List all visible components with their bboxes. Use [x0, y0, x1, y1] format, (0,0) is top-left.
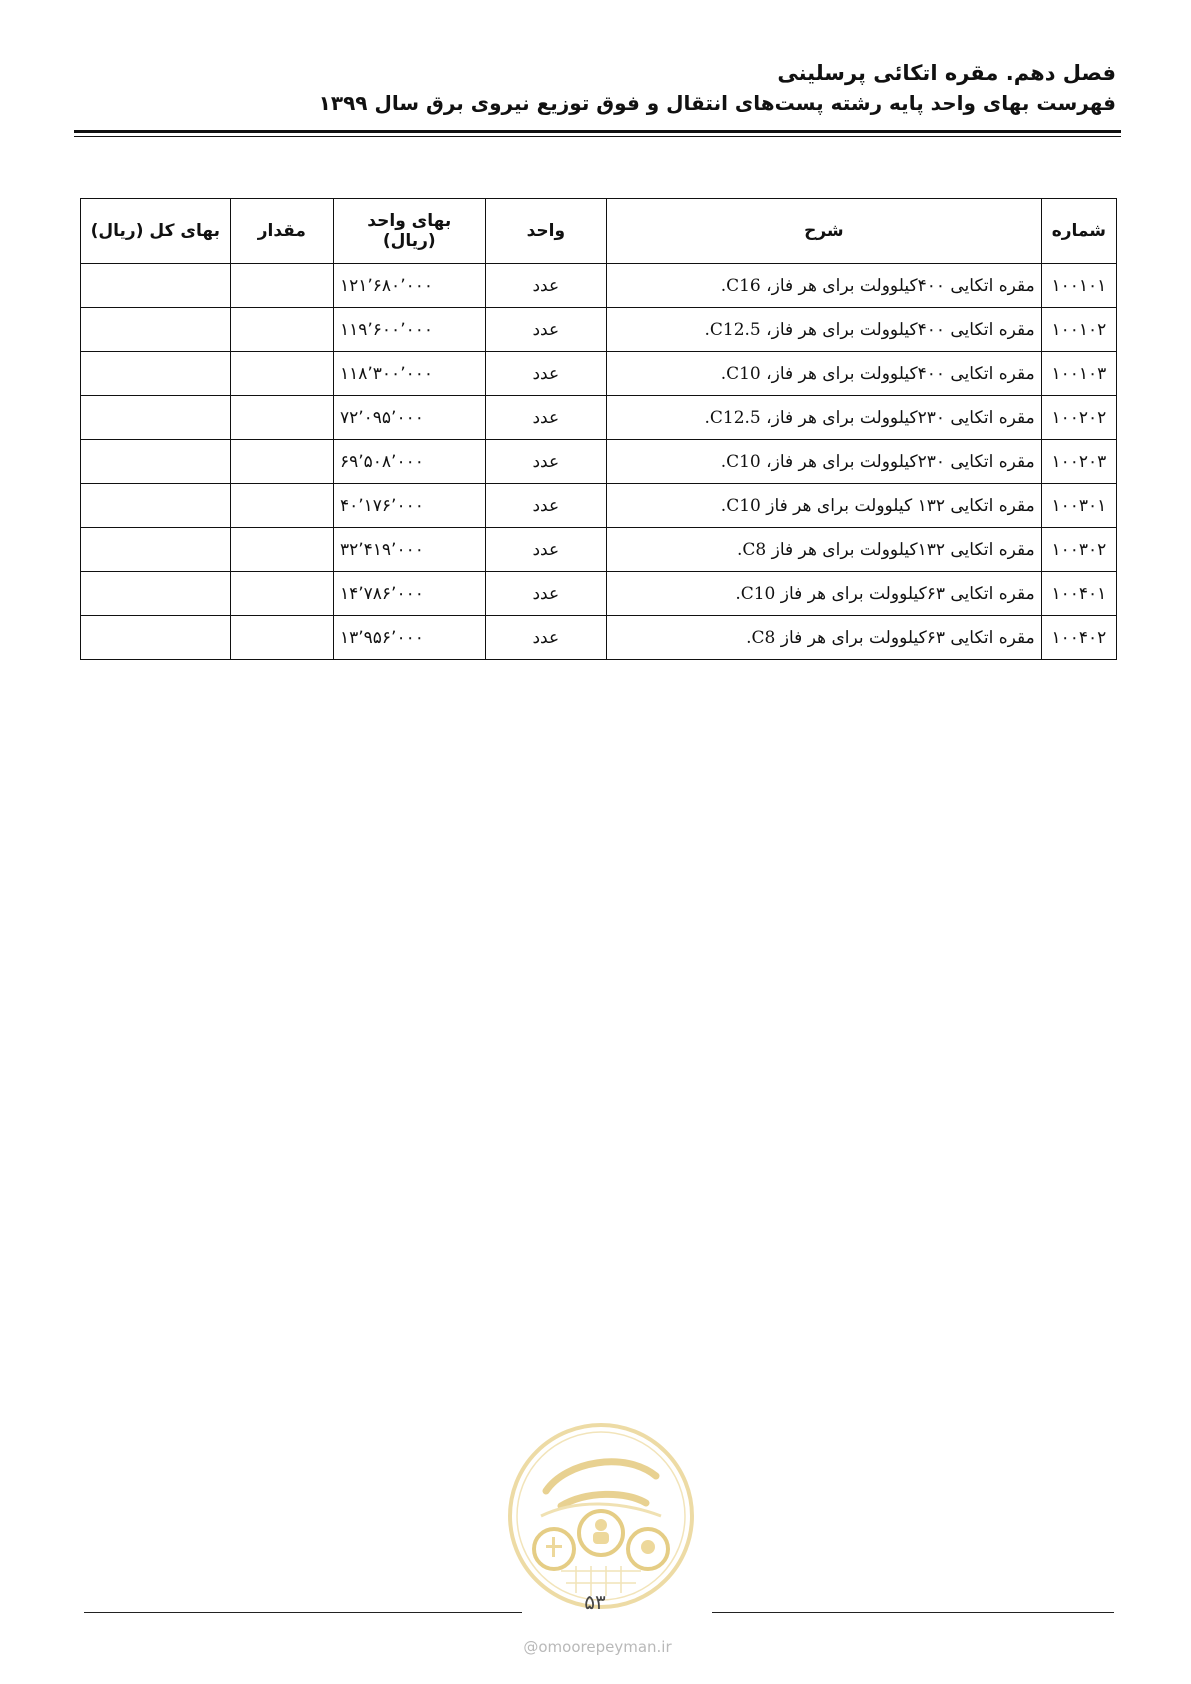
- cell-code: ۱۰۰۱۰۳: [1041, 352, 1116, 396]
- cell-total-price: [81, 440, 231, 484]
- page-header: [76, 58, 1116, 118]
- table-row: [81, 308, 1117, 352]
- header-rule-thin: [74, 136, 1121, 137]
- table-row: [81, 396, 1117, 440]
- cell-total-price: [81, 484, 231, 528]
- table-row: [81, 572, 1117, 616]
- page-number: ۵۳: [584, 1590, 606, 1614]
- table-row: [81, 352, 1117, 396]
- chapter-title: فصل دهم. مقره اتکائی پرسلینی: [777, 61, 1116, 85]
- cell-total-price: [81, 308, 231, 352]
- cell-description: مقره اتکایی ۱۳۲ کیلوولت برای هر فاز C10.: [607, 484, 1042, 528]
- cell-code: ۱۰۰۱۰۲: [1041, 308, 1116, 352]
- cell-unit-price: ۱۱۹٬۶۰۰٬۰۰۰: [334, 308, 486, 352]
- col-header-quantity: مقدار: [230, 199, 333, 264]
- cell-description: مقره اتکایی ۶۳کیلوولت برای هر فاز C10.: [607, 572, 1042, 616]
- cell-unit-price: ۳۲٬۴۱۹٬۰۰۰: [334, 528, 486, 572]
- cell-description: مقره اتکایی ۴۰۰کیلوولت برای هر فاز، C16.: [607, 264, 1042, 308]
- watermark-seal-icon: [506, 1421, 696, 1611]
- cell-description: مقره اتکایی ۲۳۰کیلوولت برای هر فاز، C10.: [607, 440, 1042, 484]
- cell-code: ۱۰۰۳۰۱: [1041, 484, 1116, 528]
- col-header-unit-price: بهای واحد (ریال): [334, 199, 486, 264]
- cell-unit: عدد: [485, 484, 606, 528]
- cell-total-price: [81, 264, 231, 308]
- table-row: [81, 484, 1117, 528]
- cell-quantity: [230, 528, 333, 572]
- price-table: [80, 198, 1117, 660]
- col-header-unit: واحد: [485, 199, 606, 264]
- cell-unit-price: ۱۱۸٬۳۰۰٬۰۰۰: [334, 352, 486, 396]
- cell-unit-price: ۱۳٬۹۵۶٬۰۰۰: [334, 616, 486, 660]
- cell-quantity: [230, 396, 333, 440]
- cell-total-price: [81, 396, 231, 440]
- cell-quantity: [230, 484, 333, 528]
- table-row: [81, 528, 1117, 572]
- cell-quantity: [230, 440, 333, 484]
- col-header-total-price: بهای کل (ریال): [81, 199, 231, 264]
- cell-code: ۱۰۰۱۰۱: [1041, 264, 1116, 308]
- cell-unit: عدد: [485, 528, 606, 572]
- cell-unit: عدد: [485, 616, 606, 660]
- cell-total-price: [81, 528, 231, 572]
- cell-total-price: [81, 616, 231, 660]
- cell-code: ۱۰۰۴۰۲: [1041, 616, 1116, 660]
- cell-quantity: [230, 264, 333, 308]
- cell-unit-price: ۶۹٬۵۰۸٬۰۰۰: [334, 440, 486, 484]
- cell-unit-price: ۱۲۱٬۶۸۰٬۰۰۰: [334, 264, 486, 308]
- cell-total-price: [81, 572, 231, 616]
- col-header-description: شرح: [607, 199, 1042, 264]
- cell-unit: عدد: [485, 308, 606, 352]
- cell-unit-price: ۴۰٬۱۷۶٬۰۰۰: [334, 484, 486, 528]
- cell-description: مقره اتکایی ۱۳۲کیلوولت برای هر فاز C8.: [607, 528, 1042, 572]
- table-header-row: [81, 199, 1117, 264]
- cell-unit-price: ۷۲٬۰۹۵٬۰۰۰: [334, 396, 486, 440]
- col-header-code: شماره: [1041, 199, 1116, 264]
- cell-total-price: [81, 352, 231, 396]
- cell-code: ۱۰۰۳۰۲: [1041, 528, 1116, 572]
- watermark-url: @omoorepeyman.ir: [523, 1638, 672, 1656]
- cell-unit: عدد: [485, 352, 606, 396]
- cell-quantity: [230, 572, 333, 616]
- table-row: [81, 264, 1117, 308]
- cell-code: ۱۰۰۲۰۲: [1041, 396, 1116, 440]
- table-row: [81, 440, 1117, 484]
- footer-rule-right: [712, 1612, 1114, 1613]
- table-row: [81, 616, 1117, 660]
- footer-rule-left: [84, 1612, 522, 1613]
- cell-quantity: [230, 616, 333, 660]
- header-rule-thick: [74, 130, 1121, 133]
- cell-code: ۱۰۰۲۰۳: [1041, 440, 1116, 484]
- cell-unit: عدد: [485, 264, 606, 308]
- cell-unit-price: ۱۴٬۷۸۶٬۰۰۰: [334, 572, 486, 616]
- cell-description: مقره اتکایی ۴۰۰کیلوولت برای هر فاز، C10.: [607, 352, 1042, 396]
- cell-quantity: [230, 352, 333, 396]
- cell-description: مقره اتکایی ۴۰۰کیلوولت برای هر فاز، C12.5.: [607, 308, 1042, 352]
- cell-quantity: [230, 308, 333, 352]
- cell-code: ۱۰۰۴۰۱: [1041, 572, 1116, 616]
- cell-unit: عدد: [485, 440, 606, 484]
- document-title: فهرست بهای واحد پایه رشته پست‌های انتقال و فوق توزیع نیروی برق سال ۱۳۹۹: [318, 91, 1116, 115]
- cell-description: مقره اتکایی ۲۳۰کیلوولت برای هر فاز، C12.5.: [607, 396, 1042, 440]
- cell-description: مقره اتکایی ۶۳کیلوولت برای هر فاز C8.: [607, 616, 1042, 660]
- cell-unit: عدد: [485, 572, 606, 616]
- cell-unit: عدد: [485, 396, 606, 440]
